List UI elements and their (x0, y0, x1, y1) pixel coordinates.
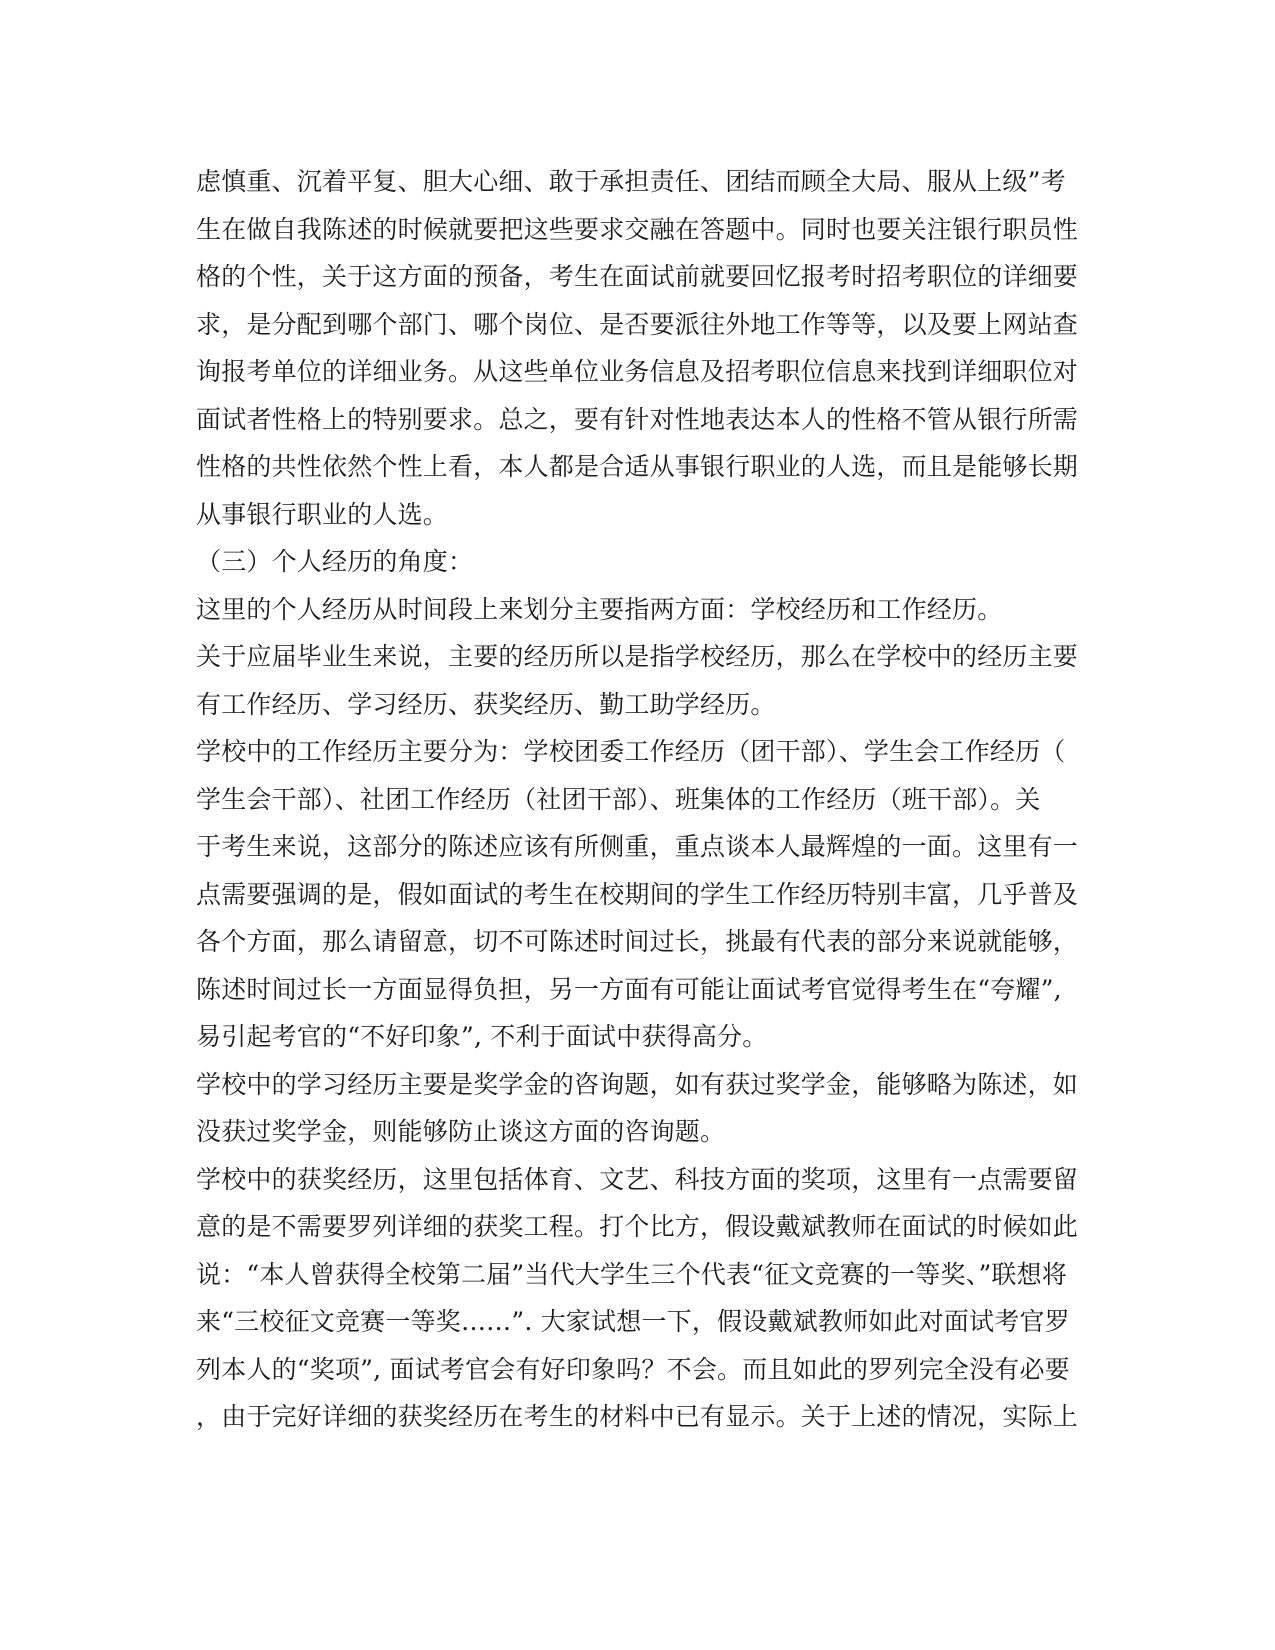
text-line: 点需要强调的是，假如面试的考生在校期间的学生工作经历特别丰富，几乎普及 (196, 879, 1079, 909)
text-line: 陈述时间过长一方面显得负担，另一方面有可能让面试考官觉得考生在“夸耀”, (196, 974, 1062, 1004)
text-line: 关于应届毕业生来说，主要的经历所以是指学校经历，那么在学校中的经历主要 (196, 642, 1079, 671)
text-line: 有工作经历、学习经历、获奖经历、勤工助学经历。 (196, 689, 776, 719)
text-line: ，由于完好详细的获奖经历在考生的材料中已有显示。关于上述的情况，实际上 (196, 1402, 1079, 1431)
text-line: 学校中的工作经历主要分为：学校团委工作经历（团干部）、学生会工作经历（ (196, 737, 1066, 766)
text-line: 求，是分配到哪个部门、哪个岗位、是否要派往外地工作等等，以及要上网站查 (196, 309, 1079, 339)
text-line: 学校中的获奖经历，这里包括体育、文艺、科技方面的奖项，这里有一点需要留 (196, 1164, 1079, 1194)
section-heading: （三）个人经历的角度： (196, 547, 474, 576)
text-line: 面试者性格上的特别要求。总之，要有针对性地表达本人的性格不管从银行所需 (196, 404, 1079, 434)
text-line: 询报考单位的详细业务。从这些单位业务信息及招考职位信息来找到详细职位对 (196, 357, 1079, 386)
text-line: 性格的共性依然个性上看，本人都是合适从事银行职业的人选，而且是能够长期 (196, 452, 1079, 481)
text-line: 生在做自我陈述的时候就要把这些要求交融在答题中。同时也要关注银行职员性 (196, 214, 1079, 244)
text-line: 从事银行职业的人选。 (196, 499, 449, 529)
text-line: 格的个性，关于这方面的预备，考生在面试前就要回忆报考时招考职位的详细要 (196, 262, 1079, 291)
text-line: 意的是不需要罗列详细的获奖工程。打个比方，假设戴斌教师在面试的时候如此 (196, 1212, 1079, 1241)
text-line: 各个方面，那么请留意，切不可陈述时间过长，挑最有代表的部分来说就能够， (196, 927, 1079, 956)
text-line: 学生会干部）、社团工作经历（社团干部）、班集体的工作经历（班干部）。关 (196, 784, 1041, 814)
text-line: 这里的个人经历从时间段上来划分主要指两方面：学校经历和工作经历。 (196, 594, 1003, 624)
text-line: 说：“本人曾获得全校第二届”当代大学生三个代表“征文竞赛的一等奖、”联想将 (196, 1259, 1068, 1289)
text-line: 没获过奖学金，则能够防止谈这方面的咨询题。 (196, 1117, 726, 1146)
text-line: 虑慎重、沉着平复、胆大心细、敢于承担责任、团结而顾全大局、服从上级”考 (196, 167, 1066, 196)
document-body (196, 158, 1079, 1441)
text-line: 易引起考官的“不好印象”, 不利于面试中获得高分。 (196, 1022, 768, 1051)
text-line: 列本人的“奖项”, 面试考官会有好印象吗？不会。而且如此的罗列完全没有必要 (196, 1354, 1070, 1384)
text-line: 学校中的学习经历主要是奖学金的咨询题，如有获过奖学金，能够略为陈述，如 (196, 1069, 1079, 1099)
text-line: 于考生来说，这部分的陈述应该有所侧重，重点谈本人最辉煌的一面。这里有一 (196, 832, 1079, 861)
text-line: 来“三校征文竞赛一等奖……”. 大家试想一下，假设戴斌教师如此对面试考官罗 (196, 1307, 1070, 1336)
